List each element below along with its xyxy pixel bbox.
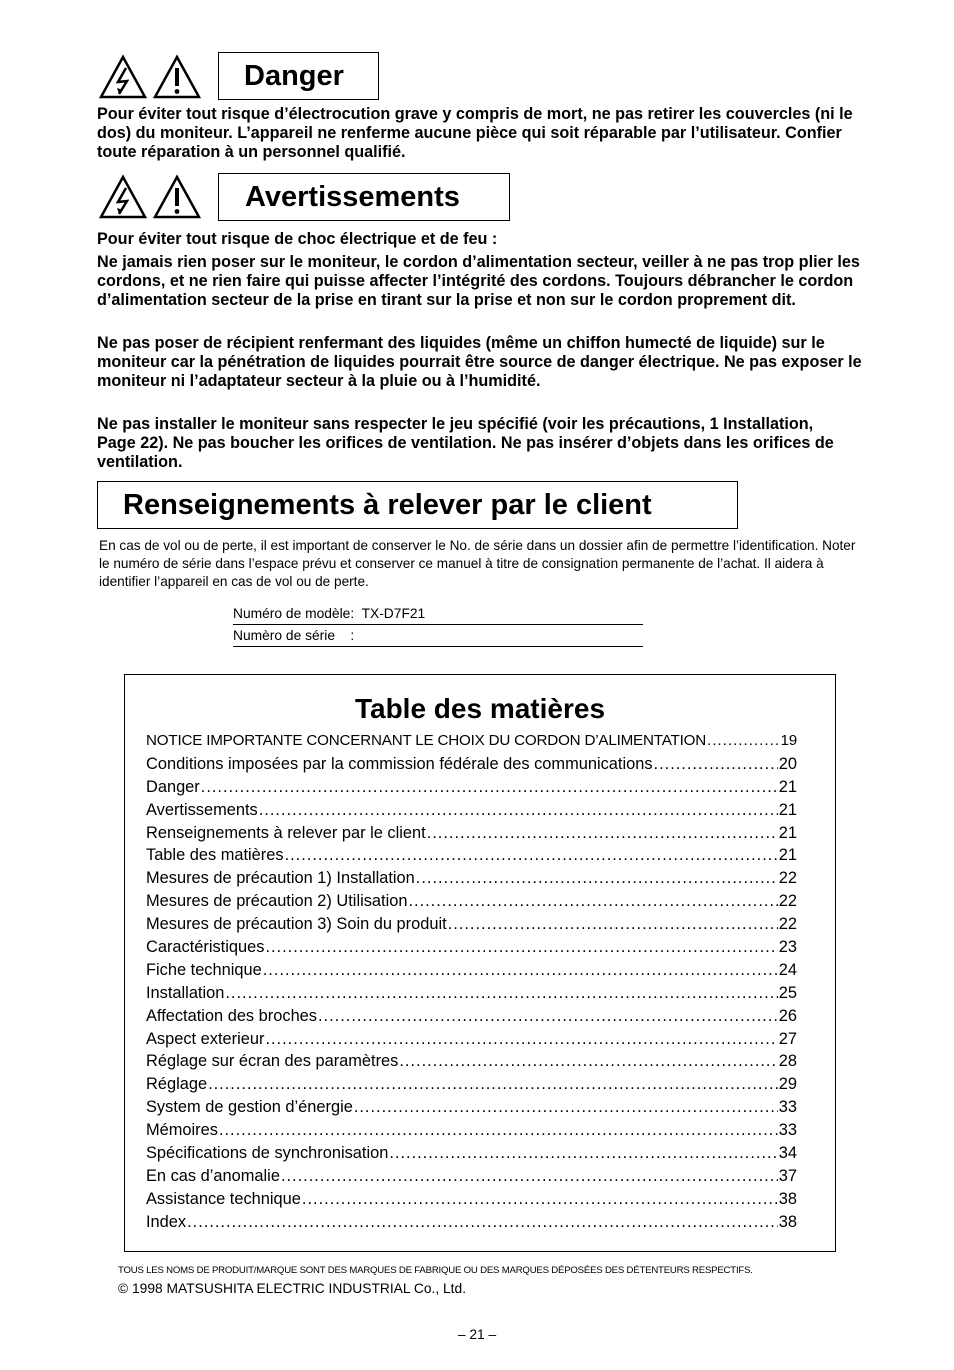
toc-item — [146, 913, 797, 936]
toc-item-label: Installation — [146, 983, 225, 1002]
toc-item-leader-dots — [285, 844, 778, 867]
toc-item — [146, 1028, 797, 1051]
toc-item-page: 29 — [778, 1075, 797, 1094]
toc-item-leader-dots — [707, 730, 780, 753]
toc-item-label: Aspect exterieur — [146, 1029, 265, 1048]
toc-item-leader-dots — [399, 1050, 777, 1073]
model-number-line: Numéro de modèle: TX-D7F21 — [233, 605, 643, 625]
toc-item-label: Renseignements à relever par le client — [146, 823, 426, 842]
toc-item-label: Spécifications de synchronisation — [146, 1144, 389, 1163]
toc-item — [146, 1119, 797, 1142]
toc-item-leader-dots — [225, 982, 777, 1005]
toc-item — [146, 982, 797, 1005]
toc-item-leader-dots — [259, 799, 778, 822]
toc-item-label: Affectation des broches — [146, 1006, 317, 1025]
toc-item-page: 22 — [778, 892, 797, 911]
toc-item — [146, 890, 797, 913]
toc-item-page: 19 — [780, 732, 797, 749]
toc-item-label: Index — [146, 1212, 187, 1231]
toc-item-page: 34 — [778, 1144, 797, 1163]
toc-item — [146, 1211, 797, 1234]
toc-item-label: Caractéristiques — [146, 938, 265, 957]
toc-item-leader-dots — [265, 1028, 777, 1051]
electric-shock-warning-icon — [98, 174, 148, 220]
toc-item-page: 22 — [778, 915, 797, 934]
toc-item-page: 26 — [778, 1006, 797, 1025]
customer-title-box — [97, 481, 738, 529]
page-number: – 21 – — [457, 1327, 497, 1342]
customer-title: Renseignements à relever par le client — [123, 488, 652, 521]
toc-item-page: 38 — [778, 1189, 797, 1208]
toc-title: Table des matières — [354, 693, 606, 724]
toc-item — [146, 1142, 797, 1165]
toc-item-label: NOTICE IMPORTANTE CONCERNANT LE CHOIX DU CORDON D’ALIMENTATION — [146, 732, 706, 749]
toc-item-label: Assistance technique — [146, 1189, 301, 1208]
toc-item-label: Conditions imposées par la commission fédérale des communications — [146, 754, 653, 773]
toc-item-page: 24 — [778, 960, 797, 979]
danger-icons — [98, 54, 202, 100]
copyright-notice: © 1998 MATSUSHITA ELECTRIC INDUSTRIAL Co., Ltd. — [118, 1281, 467, 1296]
warnings-paragraph-1: Ne jamais rien poser sur le moniteur, le cordon d’alimentation secteur, veiller à ne pas trop plier les cordons, et ne rien faire qui puisse affecter l’intégrité des cordons. Toujours débrancher le cordon d’alimentation secteur de la prise en tirant sur la prise et non sur le cordon proprement dit. — [97, 253, 860, 310]
warnings-intro: Pour éviter tout risque de choc électrique et de feu : — [97, 230, 498, 248]
toc-item-page: 23 — [778, 938, 797, 957]
toc-item — [146, 776, 797, 799]
toc-item-label: Réglage — [146, 1075, 208, 1094]
toc-item-page: 21 — [778, 823, 797, 842]
danger-title: Danger — [244, 59, 344, 92]
toc-item-leader-dots — [281, 1165, 778, 1188]
toc-item-label: Danger — [146, 777, 200, 796]
serial-number-line: Numèro de série : — [233, 627, 643, 647]
toc-item-label: Mesures de précaution 1) Installation — [146, 869, 415, 888]
toc-item-leader-dots — [408, 890, 777, 913]
electric-shock-warning-icon — [98, 54, 148, 100]
danger-text: Pour éviter tout risque d’électrocution grave y compris de mort, ne pas retirer les couvercles (ni le dos) du moniteur. L’appareil ne renferme aucune pièce qui soit réparable par l’utilisateur. Confier toute réparation à un personnel qualifié. — [97, 105, 853, 162]
warnings-paragraph-3: Ne pas installer le moniteur sans respecter le jeu spécifié (voir les précautions, 1 Installation, Page 22). Ne pas boucher les orifices de ventilation. Ne pas insérer d’objets dans les orifices de ventilation. — [97, 415, 834, 472]
toc-item-page: 25 — [778, 983, 797, 1002]
toc-item-page: 37 — [778, 1166, 797, 1185]
danger-title-box — [218, 52, 379, 100]
toc-item — [146, 936, 797, 959]
toc-item-leader-dots — [389, 1142, 777, 1165]
toc-item — [146, 730, 797, 753]
toc-item — [146, 1188, 797, 1211]
toc-item-page: 28 — [778, 1052, 797, 1071]
toc-item-leader-dots — [201, 776, 778, 799]
toc-item-page: 33 — [778, 1121, 797, 1140]
toc-item-leader-dots — [416, 867, 778, 890]
toc-item-page: 27 — [778, 1029, 797, 1048]
table-of-contents — [124, 674, 836, 1252]
toc-item-page: 21 — [778, 800, 797, 819]
warnings-paragraph-2: Ne pas poser de récipient renfermant des liquides (même un chiffon humecté de liquide) sur le moniteur car la pénétration de liquides pourrait être source de danger électrique. Ne pas exposer le moniteur ni l’adaptateur secteur à la pluie ou à l’humidité. — [97, 334, 862, 391]
caution-exclamation-icon — [152, 174, 202, 220]
warnings-title: Avertissements — [245, 180, 460, 213]
toc-item — [146, 1073, 797, 1096]
customer-text: En cas de vol ou de perte, il est important de conserver le No. de série dans un dossier afin de permettre l’identification. Noter le numéro de série dans l’espace prévu et conserver ce manuel à titre de consignation permanente de l’achat. Il aidera à identifier l’appareil en cas de vol ou de perte. — [99, 538, 856, 589]
toc-item-label: System de gestion d’énergie — [146, 1098, 353, 1117]
toc-item-leader-dots — [354, 1096, 778, 1119]
toc-item-page: 38 — [778, 1212, 797, 1231]
toc-item-page: 20 — [778, 754, 797, 773]
toc-item-page: 21 — [778, 777, 797, 796]
toc-item-label: Avertissements — [146, 800, 258, 819]
trademark-notice: TOUS LES NOMS DE PRODUIT/MARQUE SONT DES MARQUES DE FABRIQUE OU DES MARQUES DÉPOSÉES DES DÉTENTEURS RESPECTIFS. — [118, 1265, 753, 1276]
toc-item-label: Mesures de précaution 2) Utilisation — [146, 892, 408, 911]
toc-item-label: Réglage sur écran des paramètres — [146, 1052, 399, 1071]
toc-item-leader-dots — [208, 1073, 778, 1096]
warning-icons — [98, 174, 202, 220]
toc-list — [146, 730, 797, 1234]
toc-item — [146, 844, 797, 867]
toc-item-label: Fiche technique — [146, 960, 262, 979]
warnings-title-box — [218, 173, 510, 221]
toc-item — [146, 1165, 797, 1188]
toc-item — [146, 1005, 797, 1028]
toc-item — [146, 753, 797, 776]
toc-item-leader-dots — [187, 1211, 778, 1234]
toc-item-label: Mémoires — [146, 1121, 218, 1140]
toc-item — [146, 822, 797, 845]
caution-exclamation-icon — [152, 54, 202, 100]
toc-item-label: En cas d’anomalie — [146, 1166, 280, 1185]
toc-item-leader-dots — [654, 753, 778, 776]
toc-item — [146, 1096, 797, 1119]
toc-item-leader-dots — [448, 913, 778, 936]
toc-item — [146, 1050, 797, 1073]
toc-item — [146, 867, 797, 890]
toc-item-leader-dots — [263, 959, 778, 982]
toc-item-label: Mesures de précaution 3) Soin du produit — [146, 915, 447, 934]
toc-item-label: Table des matières — [146, 846, 284, 865]
toc-item-page: 22 — [778, 869, 797, 888]
toc-item-leader-dots — [265, 936, 777, 959]
toc-item-page: 33 — [778, 1098, 797, 1117]
toc-item — [146, 959, 797, 982]
toc-item-leader-dots — [427, 822, 778, 845]
toc-item-leader-dots — [318, 1005, 778, 1028]
toc-item — [146, 799, 797, 822]
toc-item-leader-dots — [219, 1119, 778, 1142]
toc-item-leader-dots — [302, 1188, 778, 1211]
toc-item-page: 21 — [778, 846, 797, 865]
